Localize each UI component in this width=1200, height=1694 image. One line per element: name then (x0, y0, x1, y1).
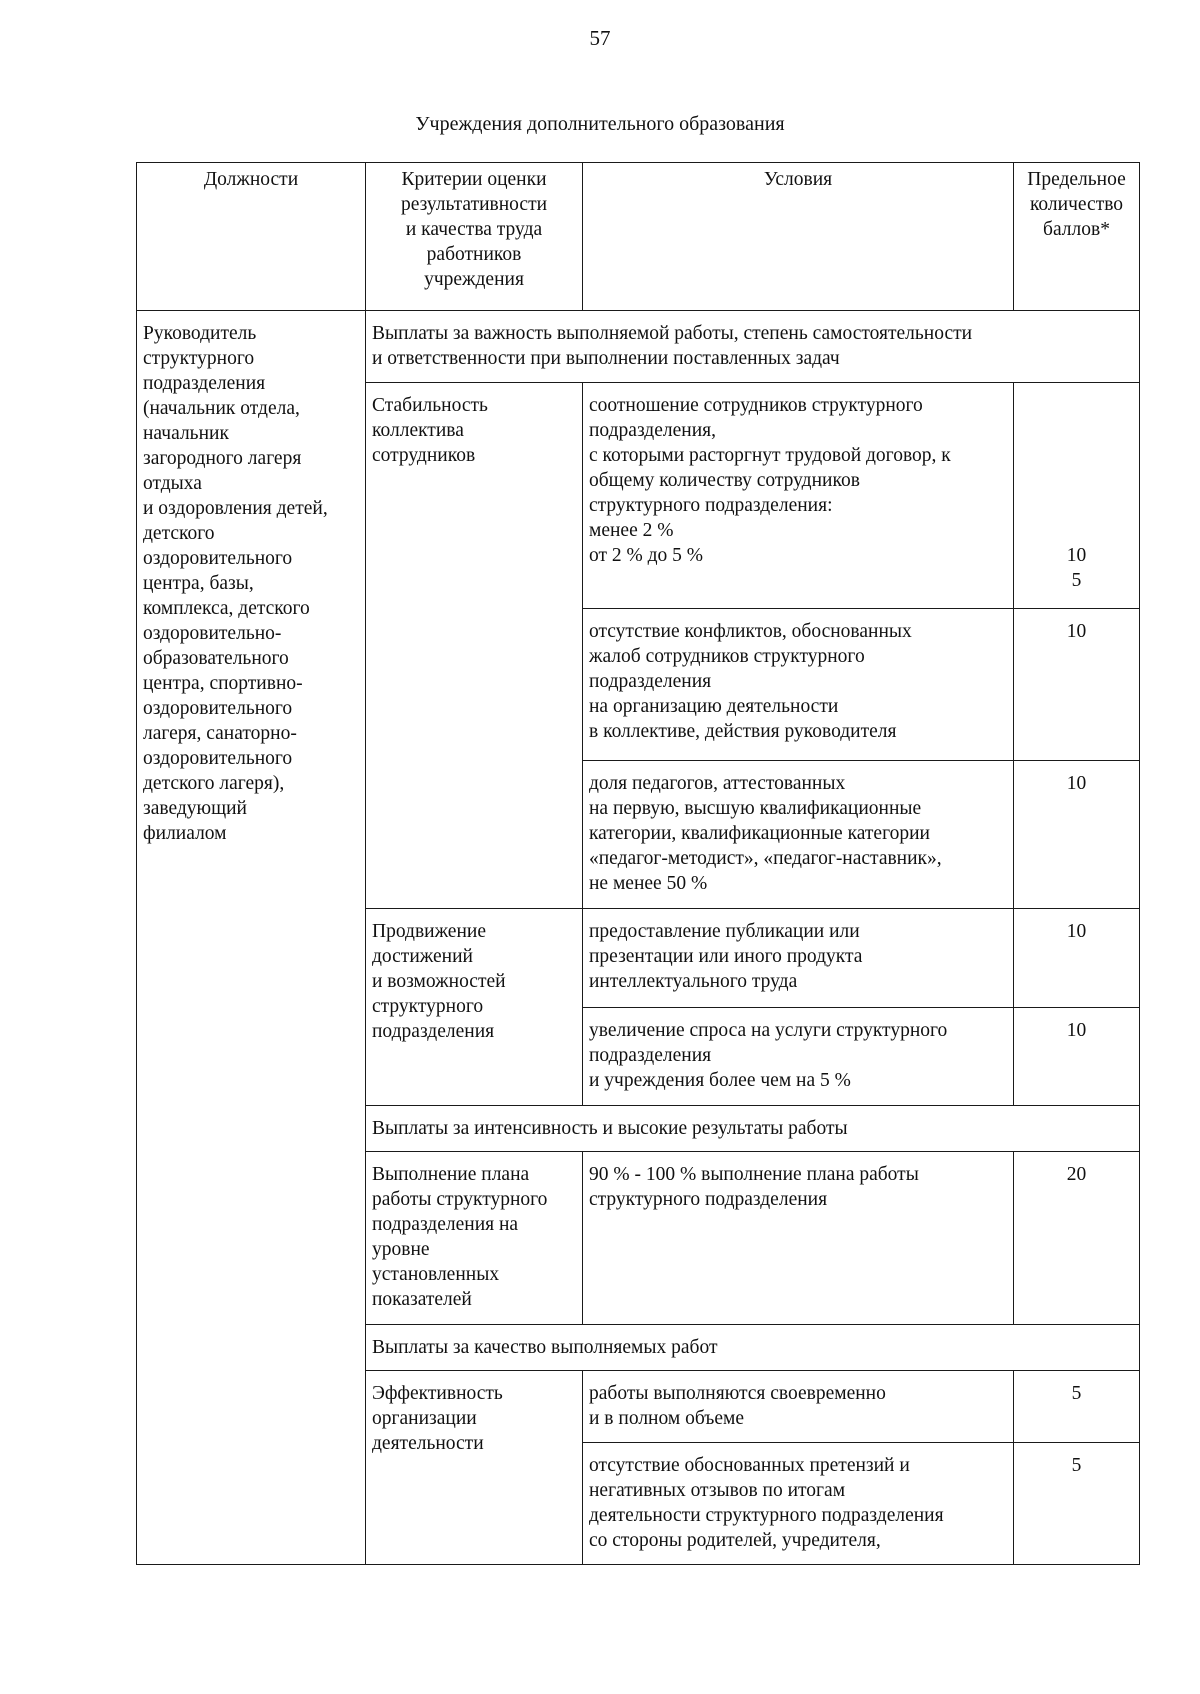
section-heading-quality: Выплаты за качество выполняемых работ (366, 1325, 1140, 1371)
document-title: Учреждения дополнительного образования (415, 113, 785, 135)
points-demand-increase: 10 (1014, 1008, 1140, 1106)
criterion-efficiency: Эффективность организации деятельности (366, 1371, 583, 1565)
points-no-complaints: 5 (1014, 1443, 1140, 1565)
condition-staff-ratio: соотношение сотрудников структурного подразделения, с которыми расторгнут трудовой договор, к общему количеству сотрудников структурного подразделения: менее 2 % от 2 % до 5 % (583, 383, 1014, 609)
table-header-row (137, 163, 1140, 311)
criterion-plan-fulfilment: Выполнение плана работы структурного подразделения на уровне установленных показателей (366, 1152, 583, 1325)
condition-plan-fulfilment: 90 % - 100 % выполнение плана работы структурного подразделения (583, 1152, 1014, 1325)
page-number: 57 (589, 26, 611, 50)
points-plan-fulfilment: 20 (1014, 1152, 1140, 1325)
condition-no-complaints: отсутствие обоснованных претензий и негативных отзывов по итогам деятельности структурного подразделения со стороны родителей, учредителя, (583, 1443, 1014, 1565)
criterion-promotion: Продвижение достижений и возможностей структурного подразделения (366, 909, 583, 1106)
condition-no-conflicts: отсутствие конфликтов, обоснованных жалоб сотрудников структурного подразделения на организацию деятельности в коллективе, действия руководителя (583, 609, 1014, 761)
header-max-points: Предельное количество баллов* (1014, 163, 1140, 311)
points-timely-work: 5 (1014, 1371, 1140, 1443)
condition-publication: предоставление публикации или презентации или иного продукта интеллектуального труда (583, 909, 1014, 1008)
points-certified-teachers: 10 (1014, 761, 1140, 909)
section-heading-intensity: Выплаты за интенсивность и высокие результаты работы (366, 1106, 1140, 1152)
table-row (137, 311, 1140, 383)
points-staff-ratio: 10 5 (1014, 383, 1140, 609)
criteria-table (136, 162, 1140, 1565)
section-heading-importance: Выплаты за важность выполняемой работы, степень самостоятельности и ответственности при выполнении поставленных задач (366, 311, 1140, 383)
points-publication: 10 (1014, 909, 1140, 1008)
position-cell: Руководитель структурного подразделения (начальник отдела, начальник загородного лагеря отдыха и оздоровления детей, детского оздоровительного центра, базы, комплекса, детского оздоровительно- образовательного центра, спортивно- оздоровительного лагеря, санаторно- оздоровительного детского лагеря), заведующий филиалом (137, 311, 366, 1565)
condition-timely-work: работы выполняются своевременно и в полном объеме (583, 1371, 1014, 1443)
header-positions: Должности (137, 163, 366, 311)
points-no-conflicts: 10 (1014, 609, 1140, 761)
header-criteria: Критерии оценки результативности и качества труда работников учреждения (366, 163, 583, 311)
condition-certified-teachers: доля педагогов, аттестованных на первую, высшую квалификационные категории, квалификационные категории «педагог-методист», «педагог-наставник», не менее 50 % (583, 761, 1014, 909)
condition-demand-increase: увеличение спроса на услуги структурного подразделения и учреждения более чем на 5 % (583, 1008, 1014, 1106)
header-conditions: Условия (583, 163, 1014, 311)
criterion-staff-stability: Стабильность коллектива сотрудников (366, 383, 583, 909)
